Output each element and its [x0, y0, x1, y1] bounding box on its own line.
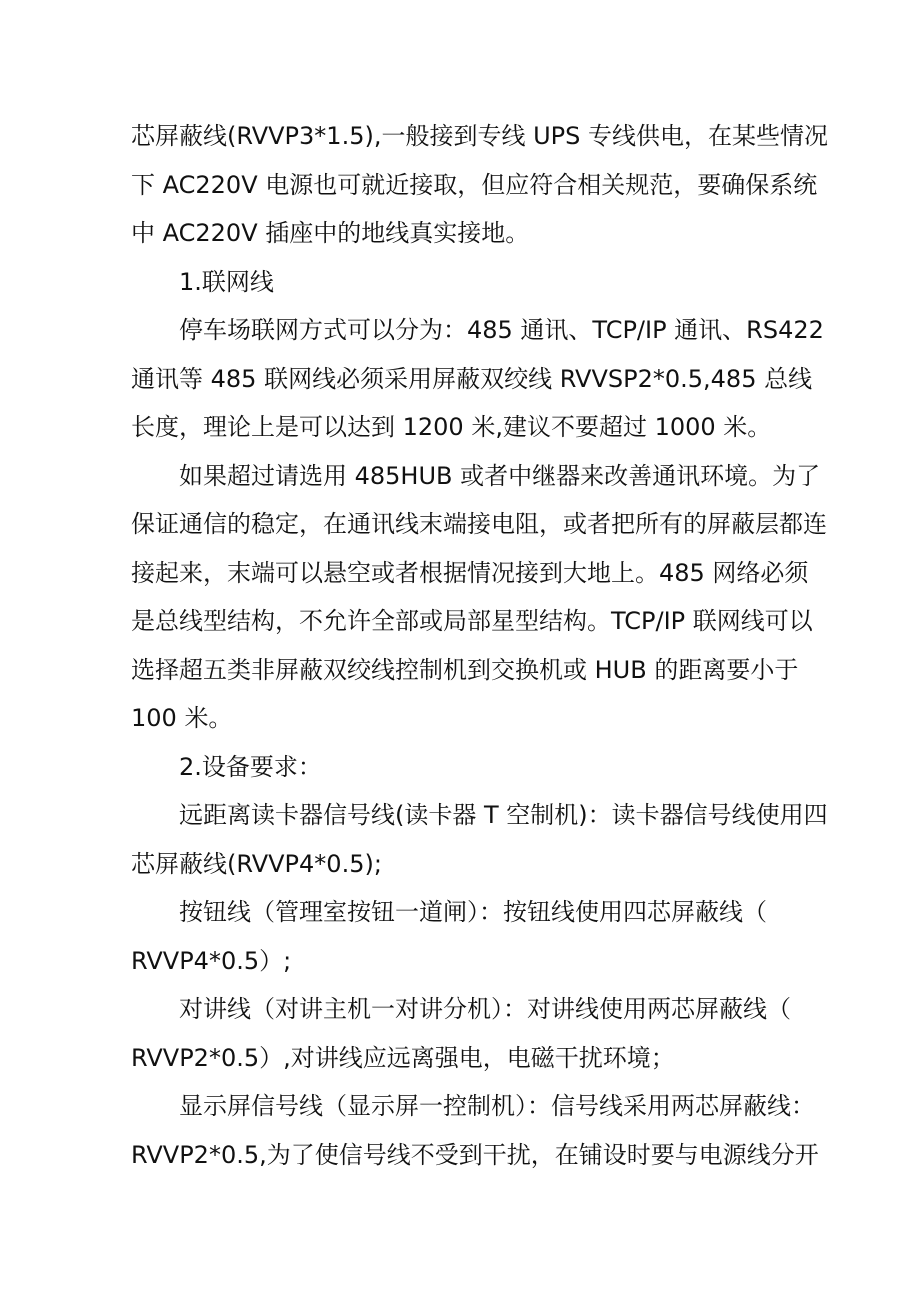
section-heading-network-cable: 1.联网线 — [179, 267, 274, 296]
section-heading-equipment-requirements: 2.设备要求： — [179, 752, 322, 781]
text-line: 按钮线（管理室按钮一道闸）：按钮线使用四芯屏蔽线（ — [179, 898, 767, 926]
text-line: 对讲线（对讲主机一对讲分机）：对讲线使用两芯屏蔽线（ — [179, 995, 791, 1023]
text-line: 芯屏蔽线(RVVP3*1.5),一般接到专线 UPS 专线供电，在某些情况 — [131, 122, 828, 150]
text-line: 中 AC220V 插座中的地线真实接地。 — [131, 219, 530, 247]
text-line: 是总线型结构，不允许全部或局部星型结构。TCP/IP 联网线可以 — [131, 607, 813, 635]
text-line: 长度，理论上是可以达到 1200 米,建议不要超过 1000 米。 — [131, 413, 772, 441]
text-line: 100 米。 — [131, 704, 233, 732]
text-line: 停车场联网方式可以分为：485 通讯、TCP/IP 通讯、RS422 — [179, 316, 824, 344]
document-body — [131, 112, 828, 1179]
text-line: RVVP4*0.5）; — [131, 946, 292, 975]
text-line: 下 AC220V 电源也可就近接取，但应符合相关规范，要确保系统 — [131, 170, 818, 199]
text-line: 选择超五类非屏蔽双绞线控制机到交换机或 HUB 的距离要小于 — [131, 655, 799, 684]
text-line: 远距离读卡器信号线(读卡器 T 空制机)：读卡器信号线使用四 — [179, 801, 828, 829]
text-line: 接起来，末端可以悬空或者根据情况接到大地上。485 网络必须 — [131, 558, 809, 587]
text-line: 通讯等 485 联网线必须采用屏蔽双绞线 RVVSP2*0.5,485 总线 — [131, 364, 813, 393]
text-line: 保证通信的稳定，在通讯线末端接电阻，或者把所有的屏蔽层都连 — [131, 510, 827, 538]
text-line: RVVP2*0.5）,对讲线应远离强电，电磁干扰环境； — [131, 1043, 675, 1072]
text-line: 显示屏信号线（显示屏一控制机）：信号线采用两芯屏蔽线： — [179, 1092, 815, 1120]
text-line: RVVP2*0.5,为了使信号线不受到干扰，在铺设时要与电源线分开 — [131, 1140, 819, 1169]
text-line: 芯屏蔽线(RVVP4*0.5); — [131, 849, 382, 878]
text-line: 如果超过请选用 485HUB 或者中继器来改善通讯环境。为了 — [179, 461, 821, 490]
